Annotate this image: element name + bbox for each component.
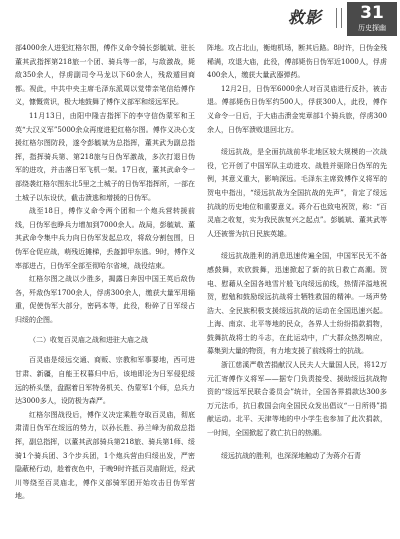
paragraph: 浙江慈溪严敬苦捐献汉人民夫人大量国人民，将12万元汇寄傅作义将军——据专门负责接受、援助绥远抗战物资的“绥远军民联合委员会”统计，全国各界捐款达300多万元法币，抗日救国会向全国民众发出倡议“一日所得”捐献运动。北平、天津等地的中小学生也参加了此次捐款，一时间，全国掀起了救亡抗日的热潮。 [207,361,387,438]
right-column [207,42,387,463]
paragraph: 绥远抗战，是全面抗战前华北地区较大规模的一次战役，它开创了中国军队主动进攻、战胜并驱除日伪军的先例，其意义重大，影响深远。毛泽东主席致傅作义将军的贺电中指出，“绥远抗战为全国抗战的先声”，肯定了绥远抗战的历史地位和重要意义。蒋介石也致电祝贺，称：“百灵庙之收复，实为我民族复兴之起点”。彭毓斌、董其武等人还被誉为抗日民族英雄。 [207,148,387,238]
paragraph: 绥远抗战的胜利，也深深地触动了为蒋介石青 [221,451,361,460]
paragraph: 红格尔图战役后，傅作义决定乘胜夺取百灵庙，彻底肃清日伪军在绥远的势力，以孙长胜、孙兰峰为前敌总指挥，副总指挥，以董其武部骑兵第218旅、骑兵第1师、绥骑1个骑兵团、3个步兵团，1个炮兵营由归绥出发，严密隐蔽秘行动，趁着夜色中，于晚9时许抵百灵庙附近，经武川等绕至百灵庙北，傅作义部骑军团开始攻击日伪军营地。 [15,410,195,501]
paragraph: 12月2日，日伪军6000余人对百灵庙进行反扑，被击退。傅部毙伤日伪军约500人，俘获300人，此役，傅作义命令一日后，于大庙击溃金宪章部1个骑兵旅，俘虏300余人，日伪军溃败退回北方。 [207,84,387,134]
paragraph: 百灵庙是绥远交通、商贩、宗教和军事要地，西可进甘肃、新疆，自能王权暮归中后，该地即沦为日军侵犯绥远的桥头堡，盘踞着日军特务机关、伪蒙军1个师，总兵力达3000多人，设防极为森严。 [15,356,195,406]
logo-divider [336,8,342,28]
paragraph: 红格尔图之战以少胜多，揭露日奔因中国王英后敌伪各，歼敌伪军1700余人，俘虏300余人，缴获大量军用辎重，促使伪军大部分，密码本等，此役，粉碎了日军绥占归绥的企图。 [15,275,195,324]
page-number: 31 [360,3,384,23]
page-header [0,0,400,38]
page-number-box [347,2,397,36]
paragraph: 11月13日，由阳中隆吉指挥下的李守信伪蒙军和王英“大汉义军”5000余众再度进犯红格尔图。傅作义决心支援红格尔图防段，遂令彭毓斌为总指挥，董其武为副总指挥，指挥骑兵第、第218旅与日伪军激战，多次打退日伪军的进攻，并击落日军飞机一架。17日夜，董其武命令一部绕袭红格尔图东北5里之土城子的日伪军指挥所，一部在土城子以东设伏，截击溃逃和增援的日伪军。 [15,111,195,202]
left-column [15,42,195,504]
paragraph: 部4000余人进犯红格尔图，傅作义命令骑长彭毓斌、驻长董其武指挥第218旅一个团、骑兵等一部，与敌激战，毙敌350余人，俘虏副司令马龙以下60余人，残敌遁回商都。视此，中共中央主席毛泽东派周以觉带亲笔信给傅作义，慷慨赏识，极大地鼓舞了傅作义部军和绥远军民。 [15,44,195,107]
section-subheading: （二）收复百灵庙之战和进驻大庙之战 [29,336,148,345]
magazine-logo: 救影 [288,8,323,27]
paragraph: 绥远抗战胜利的消息迅速传遍全国，中国军民无不备感鼓舞，欢欣鼓舞，迅速掀起了新的抗日救亡高潮。贺电、慰藉从全国各地雪片般飞向绥远前线，热情洋溢地祝贺，慰勉和鼓励绥远抗战将士牺牲救国的精神。一场声势浩大、全民族积极支援绥远抗战的运动在全国迅速兴起。上海、南京、北平等地的民众，各界人士纷纷捐款捐物，鼓舞抗战将士的斗志，在此运动中，广大群众热烈响应，募集到大量的物资，有力地支援了前线将士的抗战。 [207,252,387,356]
paragraph: 战至18日，傅作义命令两个团和一个炮兵营转援前线，日伪军也睁兵力增加到7000余人。战局，彭毓斌、董其武命令集中兵力向日伪军发起总攻，将敌分割包围，日伪军仓促应战，萌残近摊梯，丢盔卸甲东逃。9时，傅作义率部进占，日伪军全部至彻哈尔省境，战役结束。 [15,207,195,270]
section-name: 历史探幽 [358,24,386,32]
paragraph: 阵地。攻占北山，衡炮机场，断其后路。8时许，日伪金残稀满，攻退大庙，此役，傅部毙伤日伪军近1000人，俘虏400余人，缴获大量武器弹药。 [207,44,387,80]
